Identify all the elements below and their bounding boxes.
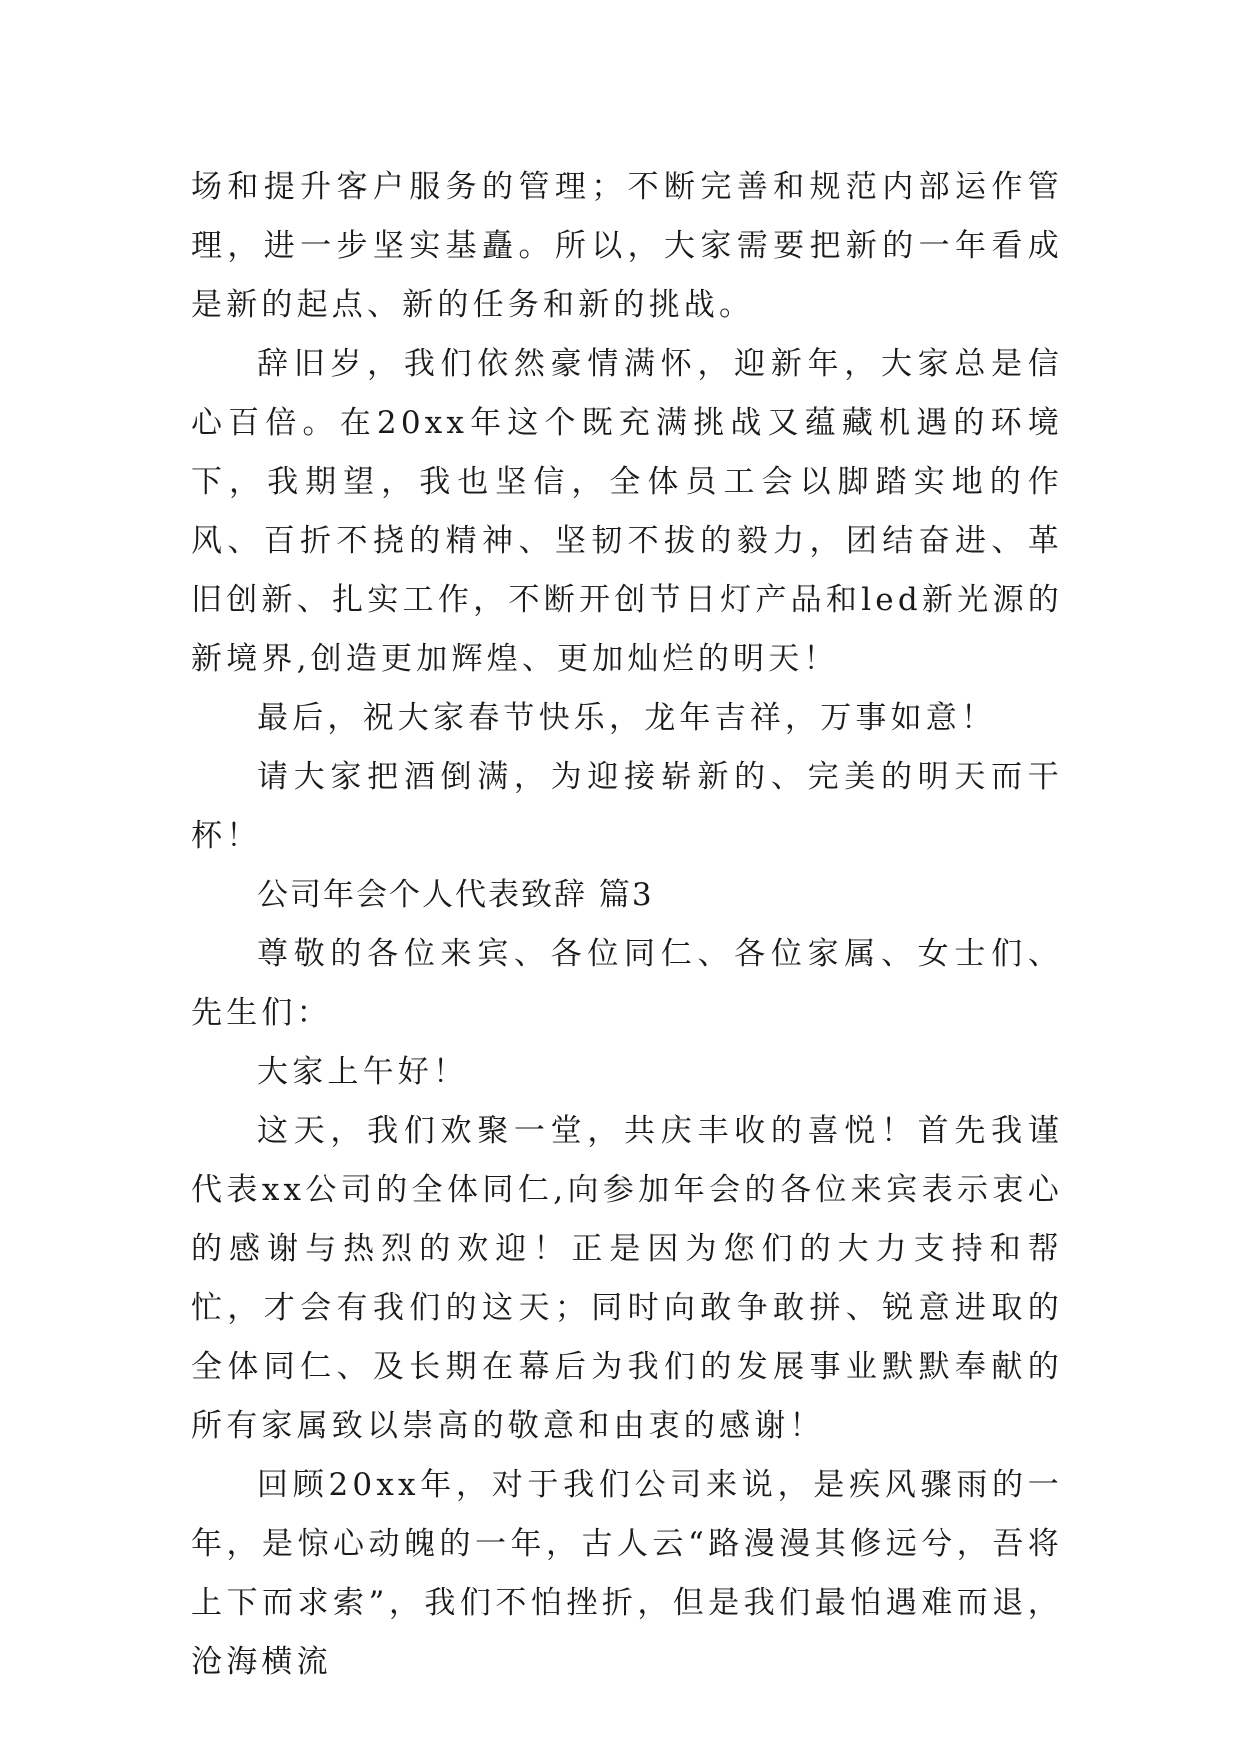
paragraph-review: 回顾20xx年，对于我们公司来说，是疾风骤雨的一年，是惊心动魄的一年，古人云“路漫漫其修远兮，吾将上下而求索”，我们不怕挫折，但是我们最怕遇难而退，沧海横流 — [191, 1467, 1063, 1680]
paragraph-toast: 请大家把酒倒满，为迎接崭新的、完美的明天而干杯！ — [191, 759, 1063, 854]
paragraph-welcome: 这天，我们欢聚一堂，共庆丰收的喜悦！首先我谨代表xx公司的全体同仁,向参加年会的各位来宾表示衷心的感谢与热烈的欢迎！正是因为您们的大力支持和帮忙，才会有我们的这天；同时向敢争敢拼、锐意进取的全体同仁、及长期在幕后为我们的发展事业默默奉献的所有家属致以崇高的敬意和由衷的感谢！ — [191, 1113, 1063, 1444]
paragraph-continuation: 场和提升客户服务的管理；不断完善和规范内部运作管理，进一步坚实基矗。所以，大家需要把新的一年看成是新的起点、新的任务和新的挑战。 — [191, 169, 1063, 323]
section-title: 公司年会个人代表致辞 篇3 — [257, 877, 654, 913]
paragraph-closing-wishes: 最后，祝大家春节快乐，龙年吉祥，万事如意！ — [257, 700, 997, 736]
paragraph-greeting: 大家上午好！ — [257, 1054, 469, 1090]
document-body — [191, 158, 1063, 1692]
paragraph-farewell-old-year: 辞旧岁，我们依然豪情满怀，迎新年，大家总是信心百倍。在20xx年这个既充满挑战又蕴藏机遇的环境下，我期望，我也坚信，全体员工会以脚踏实地的作风、百折不挠的精神、坚韧不拔的毅力，团结奋进、革旧创新、扎实工作，不断开创节日灯产品和led新光源的新境界,创造更加辉煌、更加灿烂的明天！ — [191, 346, 1063, 677]
paragraph-salutation: 尊敬的各位来宾、各位同仁、各位家属、女士们、先生们： — [191, 936, 1063, 1031]
